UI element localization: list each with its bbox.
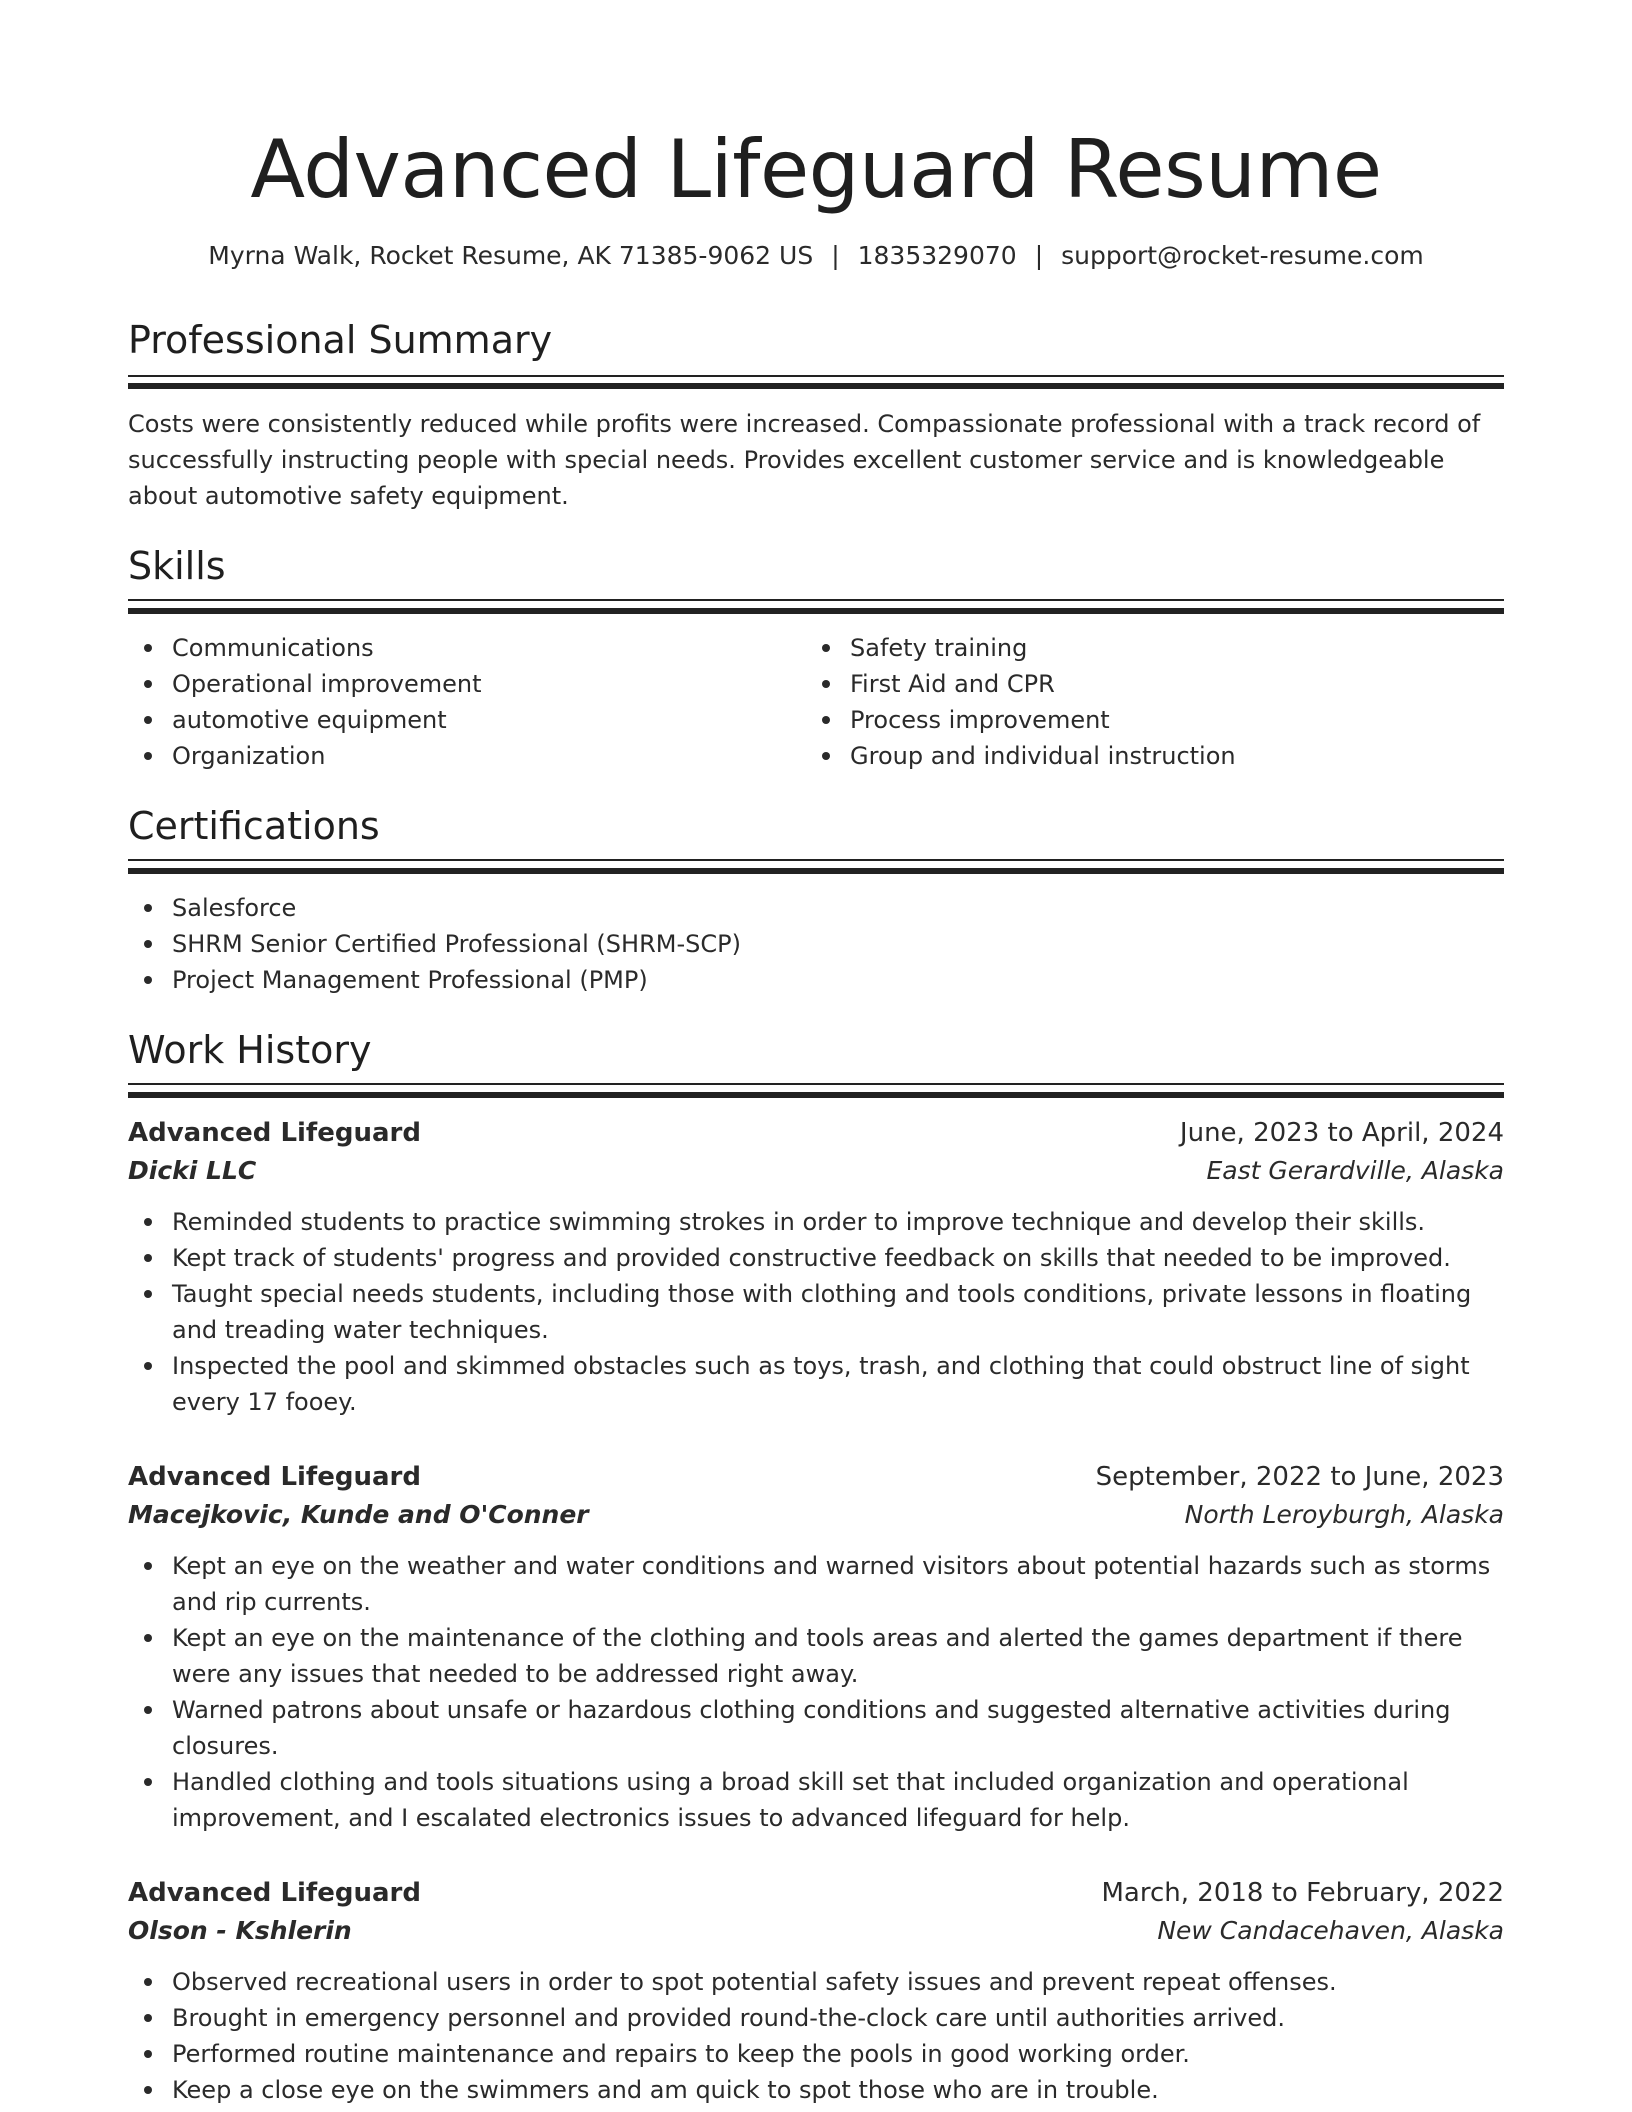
job-dates: June, 2023 to April, 2024	[1179, 1118, 1504, 1148]
job-bullet: Inspected the pool and skimmed obstacles such as toys, trash, and clothing that could obstruct line of sight every 17 fooey.	[172, 1348, 1504, 1420]
contact-email: support@rocket-resume.com	[1061, 241, 1424, 270]
certifications-list	[128, 890, 1504, 998]
skill-item: Safety training	[850, 630, 1484, 666]
job-bullets	[128, 1964, 1504, 2108]
page-title: Advanced Lifeguard Resume	[250, 123, 1382, 216]
section-rule	[128, 375, 1504, 377]
work-heading: Work History	[128, 1028, 372, 1072]
job-bullet: Kept an eye on the maintenance of the clothing and tools areas and alerted the games department if there were any issues that needed to be addressed right away.	[172, 1620, 1504, 1692]
section-rule	[128, 859, 1504, 861]
section-rule	[128, 868, 1504, 874]
skills-column-right	[806, 630, 1484, 774]
contact-separator: |	[831, 241, 840, 270]
certification-item: Project Management Professional (PMP)	[172, 962, 1504, 998]
skill-item: Group and individual instruction	[850, 738, 1484, 774]
job-company: Dicki LLC	[128, 1156, 257, 1185]
skill-item: automotive equipment	[172, 702, 806, 738]
skill-item: First Aid and CPR	[850, 666, 1484, 702]
job-title: Advanced Lifeguard	[128, 1118, 421, 1148]
skill-item: Operational improvement	[172, 666, 806, 702]
certifications-section	[128, 800, 1504, 994]
skills-columns	[128, 630, 1484, 774]
job-subheader	[128, 1496, 1504, 1534]
job-location: North Leroyburgh, Alaska	[1184, 1500, 1504, 1529]
section-rule	[128, 608, 1504, 614]
skills-heading: Skills	[128, 544, 226, 588]
job-bullet: Performed routine maintenance and repairs to keep the pools in good working order.	[172, 2036, 1504, 2072]
job-entry	[128, 1458, 1504, 1836]
certification-item: Salesforce	[172, 890, 1504, 926]
job-title: Advanced Lifeguard	[128, 1462, 421, 1492]
contact-line	[128, 236, 1504, 276]
skill-item: Organization	[172, 738, 806, 774]
job-company: Olson - Kshlerin	[128, 1916, 352, 1945]
contact-phone: 1835329070	[857, 241, 1017, 270]
job-bullet: Observed recreational users in order to spot potential safety issues and prevent repeat offenses.	[172, 1964, 1504, 2000]
summary-section	[128, 314, 1504, 510]
job-bullets	[128, 1548, 1504, 1836]
job-location: New Candacehaven, Alaska	[1157, 1916, 1504, 1945]
job-subheader	[128, 1152, 1504, 1190]
section-rule	[128, 599, 1504, 601]
job-company: Macejkovic, Kunde and O'Conner	[128, 1500, 589, 1529]
summary-text: Costs were consistently reduced while profits were increased. Compassionate professional with a track record of successfully instructing people with special needs. Provides excellent customer service and is knowledgeable about automotive safety equipment.	[128, 410, 1481, 510]
job-bullet: Warned patrons about unsafe or hazardous clothing conditions and suggested alternative activities during closures.	[172, 1692, 1504, 1764]
contact-separator: |	[1034, 241, 1044, 270]
job-bullet: Reminded students to practice swimming strokes in order to improve technique and develop their skills.	[172, 1204, 1504, 1240]
job-subheader	[128, 1912, 1504, 1950]
skills-section	[128, 540, 1504, 770]
job-location: East Gerardville, Alaska	[1206, 1156, 1504, 1185]
job-dates: March, 2018 to February, 2022	[1101, 1878, 1504, 1908]
skill-item: Process improvement	[850, 702, 1484, 738]
skills-column-left	[128, 630, 806, 774]
section-rule	[128, 1083, 1504, 1085]
skill-item: Communications	[172, 630, 806, 666]
job-bullet: Kept track of students' progress and provided constructive feedback on skills that needed to be improved.	[172, 1240, 1504, 1276]
job-title: Advanced Lifeguard	[128, 1878, 421, 1908]
contact-address: Myrna Walk, Rocket Resume, AK 71385-9062 US	[208, 241, 814, 270]
certifications-heading: Certifications	[128, 804, 380, 848]
job-header	[128, 1874, 1504, 1912]
summary-heading: Professional Summary	[128, 318, 553, 362]
job-bullet: Brought in emergency personnel and provided round-the-clock care until authorities arrived.	[172, 2000, 1504, 2036]
job-dates: September, 2022 to June, 2023	[1095, 1462, 1504, 1492]
job-bullet: Handled clothing and tools situations using a broad skill set that included organization and operational improvement, and I escalated electronics issues to advanced lifeguard for help.	[172, 1764, 1504, 1836]
section-rule	[128, 383, 1504, 389]
job-bullet: Kept an eye on the weather and water conditions and warned visitors about potential hazards such as storms and rip currents.	[172, 1548, 1504, 1620]
job-bullet: Taught special needs students, including those with clothing and tools conditions, private lessons in floating and treading water techniques.	[172, 1276, 1504, 1348]
job-header	[128, 1458, 1504, 1496]
job-entry	[128, 1874, 1504, 2108]
certification-item: SHRM Senior Certified Professional (SHRM-SCP)	[172, 926, 1504, 962]
job-bullets	[128, 1204, 1504, 1420]
job-entry	[128, 1114, 1504, 1420]
work-section	[128, 1024, 1504, 1076]
section-rule	[128, 1092, 1504, 1098]
job-bullet: Keep a close eye on the swimmers and am quick to spot those who are in trouble.	[172, 2072, 1504, 2108]
job-header	[128, 1114, 1504, 1152]
